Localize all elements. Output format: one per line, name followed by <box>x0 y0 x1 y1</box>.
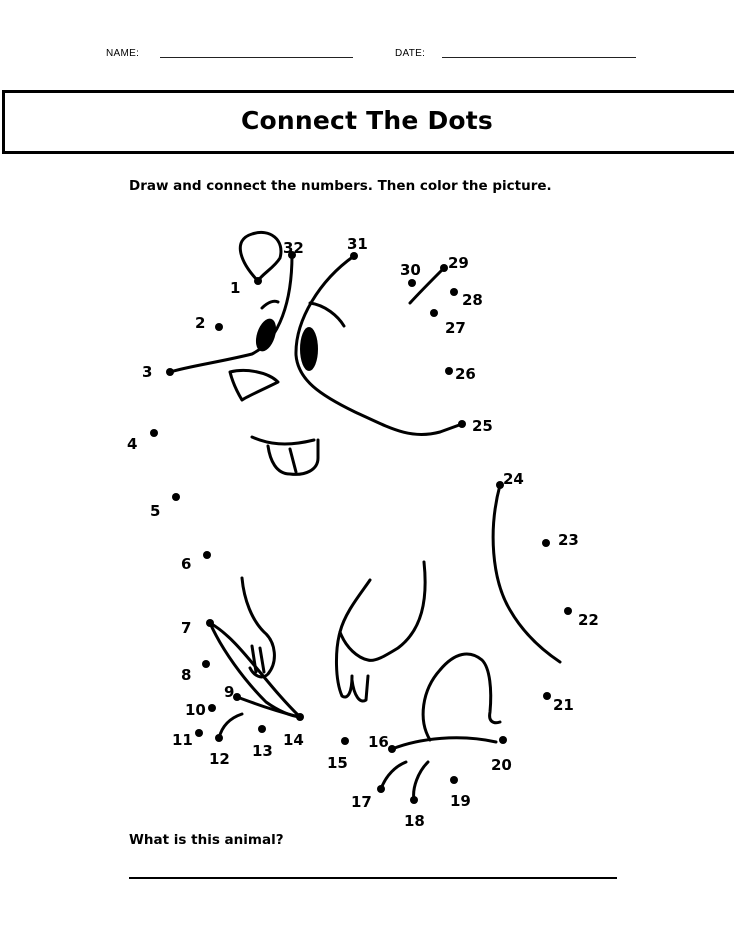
dot-10 <box>208 704 216 712</box>
dot-label-29: 29 <box>448 254 469 272</box>
instruction-text: Draw and connect the numbers. Then color the picture. <box>129 178 552 194</box>
left-eyebrow <box>262 301 278 308</box>
dot-7 <box>206 619 214 627</box>
page-title: Connect The Dots <box>240 106 494 135</box>
toe-18 <box>414 762 428 800</box>
dot-31 <box>350 252 358 260</box>
dot-13 <box>258 725 266 733</box>
left-arm-outline <box>242 578 274 677</box>
right-arm-outline <box>340 562 425 660</box>
answer-field[interactable] <box>129 877 617 879</box>
nose <box>230 370 278 400</box>
outline-strokes <box>170 232 560 800</box>
foot-outline <box>392 654 500 749</box>
dot-label-1: 1 <box>230 279 241 297</box>
dot-label-26: 26 <box>455 365 476 383</box>
ear-outline <box>240 232 281 281</box>
dot-label-23: 23 <box>558 531 579 549</box>
right-eyebrow <box>310 303 344 326</box>
dot-label-32: 32 <box>283 239 304 257</box>
dot-20 <box>499 736 507 744</box>
dot-label-10: 10 <box>185 701 206 719</box>
dot-23 <box>542 539 550 547</box>
dot-12 <box>215 734 223 742</box>
dot-label-28: 28 <box>462 291 483 309</box>
left-eye <box>252 316 280 354</box>
question-text: What is this animal? <box>129 832 284 848</box>
dot-21 <box>543 692 551 700</box>
dot-26 <box>445 367 453 375</box>
date-label: DATE: <box>395 48 426 59</box>
dot-label-14: 14 <box>283 731 304 749</box>
dot-28 <box>450 288 458 296</box>
dot-label-24: 24 <box>503 470 524 488</box>
dot-14 <box>296 713 304 721</box>
dot-17 <box>377 785 385 793</box>
dot-label-13: 13 <box>252 742 273 760</box>
dot-label-19: 19 <box>450 792 471 810</box>
dot-3 <box>166 368 174 376</box>
dot-label-16: 16 <box>368 733 389 751</box>
claw-12 <box>219 714 242 738</box>
right-eye <box>300 327 318 371</box>
dot-label-4: 4 <box>127 435 138 453</box>
dot-2 <box>215 323 223 331</box>
dot-25 <box>458 420 466 428</box>
right-paw <box>336 632 368 701</box>
dot-18 <box>410 796 418 804</box>
dot-label-30: 30 <box>400 261 421 279</box>
dot-16 <box>388 745 396 753</box>
numbered-dots <box>127 235 599 830</box>
tooth-divider <box>290 449 296 472</box>
dot-19 <box>450 776 458 784</box>
dot-1 <box>254 277 262 285</box>
back-outline <box>493 485 560 662</box>
dot-label-12: 12 <box>209 750 230 768</box>
dot-label-5: 5 <box>150 502 161 520</box>
dot-label-9: 9 <box>224 683 235 701</box>
face-right-outline <box>296 256 462 435</box>
dot-11 <box>195 729 203 737</box>
dot-label-3: 3 <box>142 363 153 381</box>
dot-label-2: 2 <box>195 314 206 332</box>
dot-15 <box>341 737 349 745</box>
dot-27 <box>430 309 438 317</box>
toe-17 <box>381 762 406 789</box>
dot-label-25: 25 <box>472 417 493 435</box>
dot-label-21: 21 <box>553 696 574 714</box>
name-label: NAME: <box>106 48 140 59</box>
dot-8 <box>202 660 210 668</box>
dot-label-18: 18 <box>404 812 425 830</box>
dot-label-17: 17 <box>351 793 372 811</box>
dot-label-6: 6 <box>181 555 192 573</box>
dot-label-20: 20 <box>491 756 512 774</box>
dot-label-27: 27 <box>445 319 466 337</box>
dot-30 <box>408 279 416 287</box>
mouth <box>252 437 314 444</box>
dot-22 <box>564 607 572 615</box>
dot-label-8: 8 <box>181 666 192 684</box>
dot-label-31: 31 <box>347 235 368 253</box>
dot-6 <box>203 551 211 559</box>
head-left-outline <box>170 255 292 372</box>
dot-label-22: 22 <box>578 611 599 629</box>
dot-5 <box>172 493 180 501</box>
dot-label-7: 7 <box>181 619 192 637</box>
dot-29 <box>440 264 448 272</box>
dot-label-15: 15 <box>327 754 348 772</box>
dot-4 <box>150 429 158 437</box>
dot-label-11: 11 <box>172 731 193 749</box>
